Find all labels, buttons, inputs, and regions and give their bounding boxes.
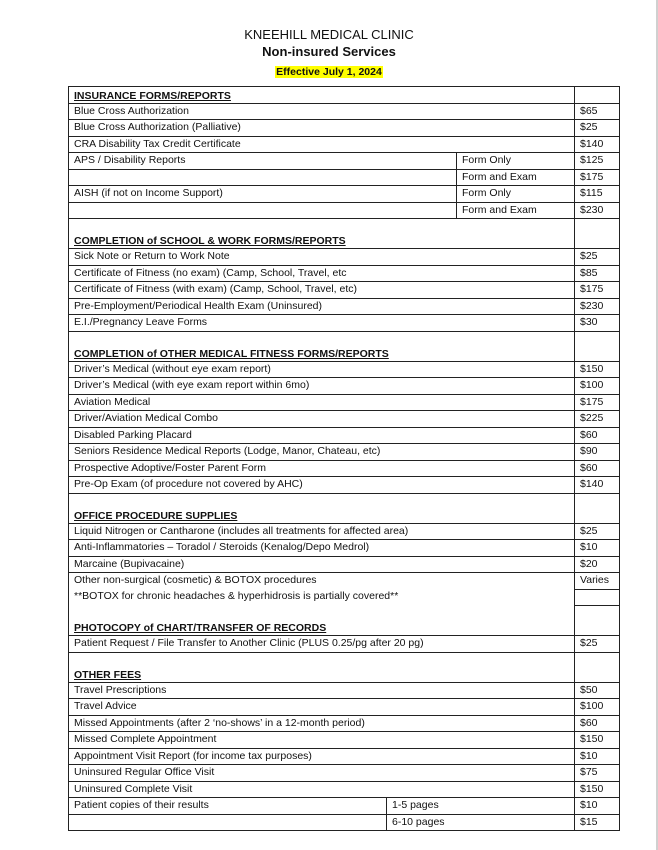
section-price-blank (575, 87, 620, 104)
service-option: 1-5 pages (387, 798, 575, 815)
fee-table-body (69, 87, 620, 831)
fee-row (69, 573, 620, 590)
service-name: Driver’s Medical (with eye exam report within 6mo) (69, 378, 575, 395)
section-price-blank (575, 493, 620, 523)
service-price: $25 (575, 636, 620, 653)
service-option: Form and Exam (457, 202, 575, 219)
service-price: $100 (575, 699, 620, 716)
fee-row (69, 682, 620, 699)
service-name: Disabled Parking Placard (69, 427, 575, 444)
fee-row (69, 748, 620, 765)
fee-row (69, 103, 620, 120)
fee-row (69, 781, 620, 798)
section-title: OTHER FEES (69, 652, 575, 682)
fee-row (69, 298, 620, 315)
effective-date-line (0, 62, 658, 80)
fee-row (69, 378, 620, 395)
fee-row (69, 120, 620, 137)
section-title: PHOTOCOPY of CHART/TRANSFER OF RECORDS (69, 606, 575, 636)
service-option: 6-10 pages (387, 814, 575, 831)
section-header-row (69, 219, 620, 249)
service-price: $10 (575, 540, 620, 557)
service-price: $10 (575, 798, 620, 815)
fee-row (69, 361, 620, 378)
service-name: Anti-Inflammatories – Toradol / Steroids (Kenalog/Depo Medrol) (69, 540, 575, 557)
service-name: Missed Complete Appointment (69, 732, 575, 749)
note-row (69, 589, 620, 606)
section-header-row (69, 331, 620, 361)
service-price: $125 (575, 153, 620, 170)
service-name: Uninsured Complete Visit (69, 781, 575, 798)
section-title: COMPLETION of SCHOOL & WORK FORMS/REPORTS (69, 219, 575, 249)
fee-row (69, 732, 620, 749)
section-header-row (69, 606, 620, 636)
service-price: $115 (575, 186, 620, 203)
service-name: Uninsured Regular Office Visit (69, 765, 575, 782)
service-name: Patient copies of their results (69, 798, 387, 815)
fee-row (69, 523, 620, 540)
service-name: Driver’s Medical (without eye exam report) (69, 361, 575, 378)
service-option: Form Only (457, 186, 575, 203)
section-price-blank (575, 606, 620, 636)
fee-row (69, 765, 620, 782)
service-price: $65 (575, 103, 620, 120)
service-price: $25 (575, 249, 620, 266)
section-header-row (69, 493, 620, 523)
fee-row (69, 477, 620, 494)
fee-row (69, 153, 620, 170)
service-name: Missed Appointments (after 2 ‘no-shows’ in a 12-month period) (69, 715, 575, 732)
fee-row (69, 556, 620, 573)
section-header-row (69, 652, 620, 682)
service-price: $60 (575, 460, 620, 477)
service-price: $25 (575, 523, 620, 540)
service-name: APS / Disability Reports (69, 153, 457, 170)
service-price: $230 (575, 202, 620, 219)
document-subtitle: Non-insured Services (262, 44, 396, 59)
clinic-name: KNEEHILL MEDICAL CLINIC (244, 27, 414, 42)
service-price: $175 (575, 282, 620, 299)
service-price: $150 (575, 732, 620, 749)
service-price: $90 (575, 444, 620, 461)
section-title: COMPLETION of OTHER MEDICAL FITNESS FORMS/REPORTS (69, 331, 575, 361)
service-price: $60 (575, 427, 620, 444)
fee-row (69, 699, 620, 716)
service-price: $15 (575, 814, 620, 831)
service-name: Driver/Aviation Medical Combo (69, 411, 575, 428)
service-name: Certificate of Fitness (with exam) (Camp, School, Travel, etc) (69, 282, 575, 299)
effective-date: Effective July 1, 2024 (276, 66, 382, 78)
fee-row (69, 282, 620, 299)
service-price: $60 (575, 715, 620, 732)
section-price-blank (575, 219, 620, 249)
botox-note: **BOTOX for chronic headaches & hyperhidrosis is partially covered** (69, 589, 575, 606)
fee-row (69, 169, 620, 186)
fee-row (69, 798, 620, 815)
service-name (69, 202, 457, 219)
fee-row (69, 202, 620, 219)
fee-row (69, 444, 620, 461)
section-price-blank (575, 331, 620, 361)
service-name (69, 169, 457, 186)
fee-row (69, 715, 620, 732)
service-name: Appointment Visit Report (for income tax purposes) (69, 748, 575, 765)
service-price: $75 (575, 765, 620, 782)
fee-table (68, 86, 620, 831)
service-name: E.I./Pregnancy Leave Forms (69, 315, 575, 332)
service-name: Pre-Op Exam (of procedure not covered by AHC) (69, 477, 575, 494)
service-price: $230 (575, 298, 620, 315)
note-price-blank (575, 589, 620, 606)
service-price: $140 (575, 477, 620, 494)
service-price: $50 (575, 682, 620, 699)
fee-row (69, 814, 620, 831)
service-name: Prospective Adoptive/Foster Parent Form (69, 460, 575, 477)
service-price: Varies (575, 573, 620, 590)
service-name: AISH (if not on Income Support) (69, 186, 457, 203)
service-price: $10 (575, 748, 620, 765)
service-option: Form and Exam (457, 169, 575, 186)
service-price: $25 (575, 120, 620, 137)
fee-row (69, 636, 620, 653)
section-title: INSURANCE FORMS/REPORTS (69, 87, 575, 104)
fee-row (69, 460, 620, 477)
service-name: CRA Disability Tax Credit Certificate (69, 136, 575, 153)
service-name: Marcaine (Bupivacaine) (69, 556, 575, 573)
fee-row (69, 540, 620, 557)
fee-row (69, 427, 620, 444)
service-option: Form Only (457, 153, 575, 170)
service-price: $30 (575, 315, 620, 332)
service-price: $175 (575, 169, 620, 186)
fee-row (69, 411, 620, 428)
fee-row (69, 136, 620, 153)
fee-row (69, 315, 620, 332)
service-price: $20 (575, 556, 620, 573)
service-name: Other non-surgical (cosmetic) & BOTOX procedures (69, 573, 575, 590)
service-name: Aviation Medical (69, 394, 575, 411)
service-name: Blue Cross Authorization (69, 103, 575, 120)
service-price: $150 (575, 361, 620, 378)
fee-row (69, 249, 620, 266)
service-price: $100 (575, 378, 620, 395)
service-name: Liquid Nitrogen or Cantharone (includes all treatments for affected area) (69, 523, 575, 540)
section-title: OFFICE PROCEDURE SUPPLIES (69, 493, 575, 523)
service-name: Sick Note or Return to Work Note (69, 249, 575, 266)
service-price: $140 (575, 136, 620, 153)
fee-row (69, 186, 620, 203)
service-name: Travel Advice (69, 699, 575, 716)
service-price: $85 (575, 265, 620, 282)
service-name: Pre-Employment/Periodical Health Exam (Uninsured) (69, 298, 575, 315)
service-name (69, 814, 387, 831)
section-header-row (69, 87, 620, 104)
service-price: $225 (575, 411, 620, 428)
section-price-blank (575, 652, 620, 682)
service-name: Certificate of Fitness (no exam) (Camp, School, Travel, etc (69, 265, 575, 282)
service-price: $175 (575, 394, 620, 411)
service-name: Patient Request / File Transfer to Another Clinic (PLUS 0.25/pg after 20 pg) (69, 636, 575, 653)
service-name: Seniors Residence Medical Reports (Lodge, Manor, Chateau, etc) (69, 444, 575, 461)
service-price: $150 (575, 781, 620, 798)
service-name: Travel Prescriptions (69, 682, 575, 699)
fee-row (69, 394, 620, 411)
service-name: Blue Cross Authorization (Palliative) (69, 120, 575, 137)
fee-row (69, 265, 620, 282)
